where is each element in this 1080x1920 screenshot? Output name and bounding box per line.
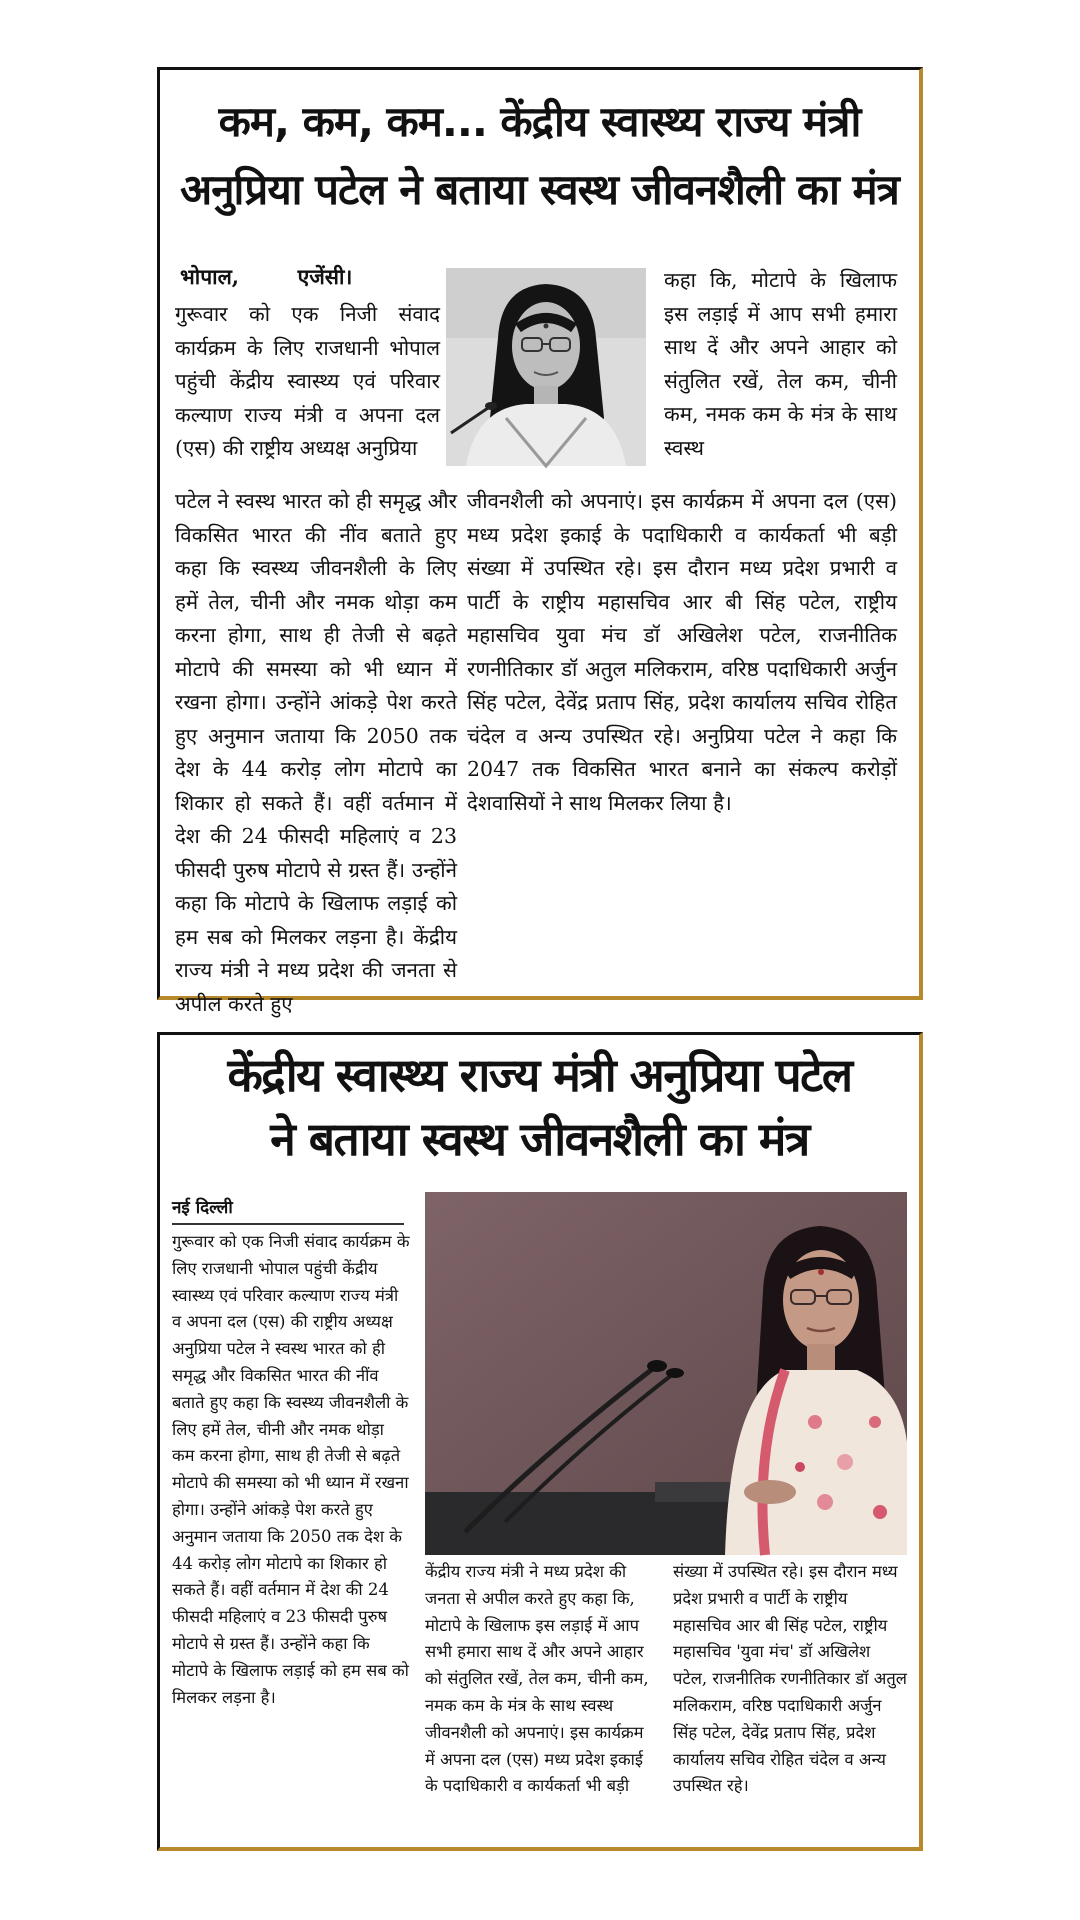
news-clipping-1 — [157, 67, 923, 1016]
dateline-rule — [172, 1223, 404, 1225]
clipping-2-column-1-text: गुरूवार को एक निजी संवाद कार्यक्रम के लिए राजधानी भोपाल पहुंची केंद्रीय स्वास्थ्य एवं परिवार कल्याण राज्य मंत्री व अपना दल (एस) की राष्ट्रीय अध्यक्ष अनुप्रिया पटेल ने स्वस्थ भारत को ही समृद्ध और विकसित भारत की नींव बताते हुए कहा कि स्वस्थ्य जीवनशैली के लिए हमें तेल, चीनी और नमक थोड़ा कम करना होगा, साथ ही तेजी से बढ़ते मोटापे की समस्या को भी ध्यान में रखना होगा। उन्होंने आंकड़े पेश करते हुए अनुमान जताया कि 2050 तक देश के 44 करोड़ लोग मोटापे का शिकार हो सकते हैं। वहीं वर्तमान में देश की 24 फीसदी महिलाएं व 23 फीसदी पुरुष मोटापे से ग्रस्त हैं। उन्होंने कहा कि मोटापे के खिलाफ लड़ाई को हम सब को मिलकर लड़ना है। — [172, 1232, 410, 1707]
clipping-2-headline-line1: केंद्रीय स्वास्थ्य राज्य मंत्री अनुप्रिया पटेल — [227, 1048, 852, 1102]
clipping-2-column-3-text: संख्या में उपस्थित रहे। इस दौरान मध्य प्रदेश प्रभारी व पार्टी के राष्ट्रीय महासचिव आर बी सिंह पटेल, राष्ट्रीय महासचिव 'युवा मंच' डॉ अखिलेश पटेल, राजनीतिक रणनीतिकार डॉ अतुल मलिकराम, वरिष्ठ पदाधिकारी अर्जुन सिंह पटेल, देवेंद्र प्रताप सिंह, प्रदेश कार्यालय सचिव रोहित चंदेल व अन्य उपस्थित रहे। — [673, 1562, 907, 1796]
clipping-2-headline — [170, 1043, 909, 1171]
clipping-1-left-top-text: गुरूवार को एक निजी संवाद कार्यक्रम के लिए राजधानी भोपाल पहुंची केंद्रीय स्वास्थ्य एवं परिवार कल्याण राज्य मंत्री व अपना दल (एस) की राष्ट्रीय अध्यक्ष अनुप्रिया — [175, 302, 440, 460]
clipping-1-dateline: भोपाल, एजेंसी। — [180, 264, 353, 289]
clipping-2-photo-anupriya-patel-speaking — [425, 1192, 907, 1555]
clipping-2-dateline: नई दिल्ली — [172, 1198, 233, 1218]
clipping-1-right-bottom-text: जीवनशैली को अपनाएं। इस कार्यक्रम में अपना दल (एस) मध्य प्रदेश इकाई के पदाधिकारी व कार्यकर्ता भी बड़ी संख्या में उपस्थित रहे। इस दौरान मध्य प्रदेश प्रभारी व पार्टी के राष्ट्रीय महासचिव आर बी सिंह पटेल, राष्ट्रीय महासचिव युवा मंच डॉ अखिलेश पटेल, राजनीतिक रणनीतिकार डॉ अतुल मलिकराम, वरिष्ठ पदाधिकारी अर्जुन सिंह पटेल, देवेंद्र प्रताप सिंह, प्रदेश कार्यालय सचिव रोहित चंदेल व अन्य उपस्थित रहे। अनुप्रिया पटेल ने कहा कि 2047 तक विकसित भारत बनाने का संकल्प करोड़ों देशवासियों ने साथ मिलकर लिया है। — [467, 489, 897, 815]
clipping-1-headline-line2: अनुप्रिया पटेल ने बताया स्वस्थ जीवनशैली का मंत्र — [180, 165, 899, 214]
clipping-2-column-2-text: केंद्रीय राज्य मंत्री ने मध्य प्रदेश की जनता से अपील करते हुए कहा कि, मोटापे के खिलाफ इस लड़ाई में आप सभी हमारा साथ दें और अपने आहार को संतुलित रखें, तेल कम, चीनी कम, नमक कम के मंत्र के साथ स्वस्थ जीवनशैली को अपनाएं। इस कार्यक्रम में अपना दल (एस) मध्य प्रदेश इकाई के पदाधिकारी व कार्यकर्ता भी बड़ी — [425, 1562, 649, 1796]
news-clipping-2 — [157, 1032, 923, 1851]
clipping-2-headline-line2: ने बताया स्वस्थ जीवनशैली का मंत्र — [270, 1112, 809, 1166]
clipping-1-photo-anupriya-patel — [446, 268, 646, 466]
clipping-1-headline — [170, 88, 909, 224]
clipping-1-headline-line1: कम, कम, कम... केंद्रीय स्वास्थ्य राज्य मंत्री — [218, 97, 861, 146]
clipping-1-right-top-text: कहा कि, मोटापे के खिलाफ इस लड़ाई में आप सभी हमारा साथ दें और अपने आहार को संतुलित रखें, तेल कम, चीनी कम, नमक कम के मंत्र के साथ स्वस्थ — [664, 268, 897, 460]
clipping-1-left-bottom-text: पटेल ने स्वस्थ भारत को ही समृद्ध और विकसित भारत की नींव बताते हुए कहा कि स्वस्थ्य जीवनशैली के लिए हमें तेल, चीनी और नमक थोड़ा कम करना होगा, साथ ही तेजी से बढ़ते मोटापे की समस्या को भी ध्यान में रखना होगा। उन्होंने आंकड़े पेश करते हुए अनुमान जताया कि 2050 तक देश के 44 करोड़ लोग मोटापे का शिकार हो सकते हैं। वहीं वर्तमान में देश की 24 फीसदी महिलाएं व 23 फीसदी पुरुष मोटापे से ग्रस्त हैं। उन्होंने कहा कि मोटापे के खिलाफ लड़ाई को हम सब को मिलकर लड़ना है। केंद्रीय राज्य मंत्री ने मध्य प्रदेश की जनता से अपील करते हुए — [175, 489, 457, 1016]
